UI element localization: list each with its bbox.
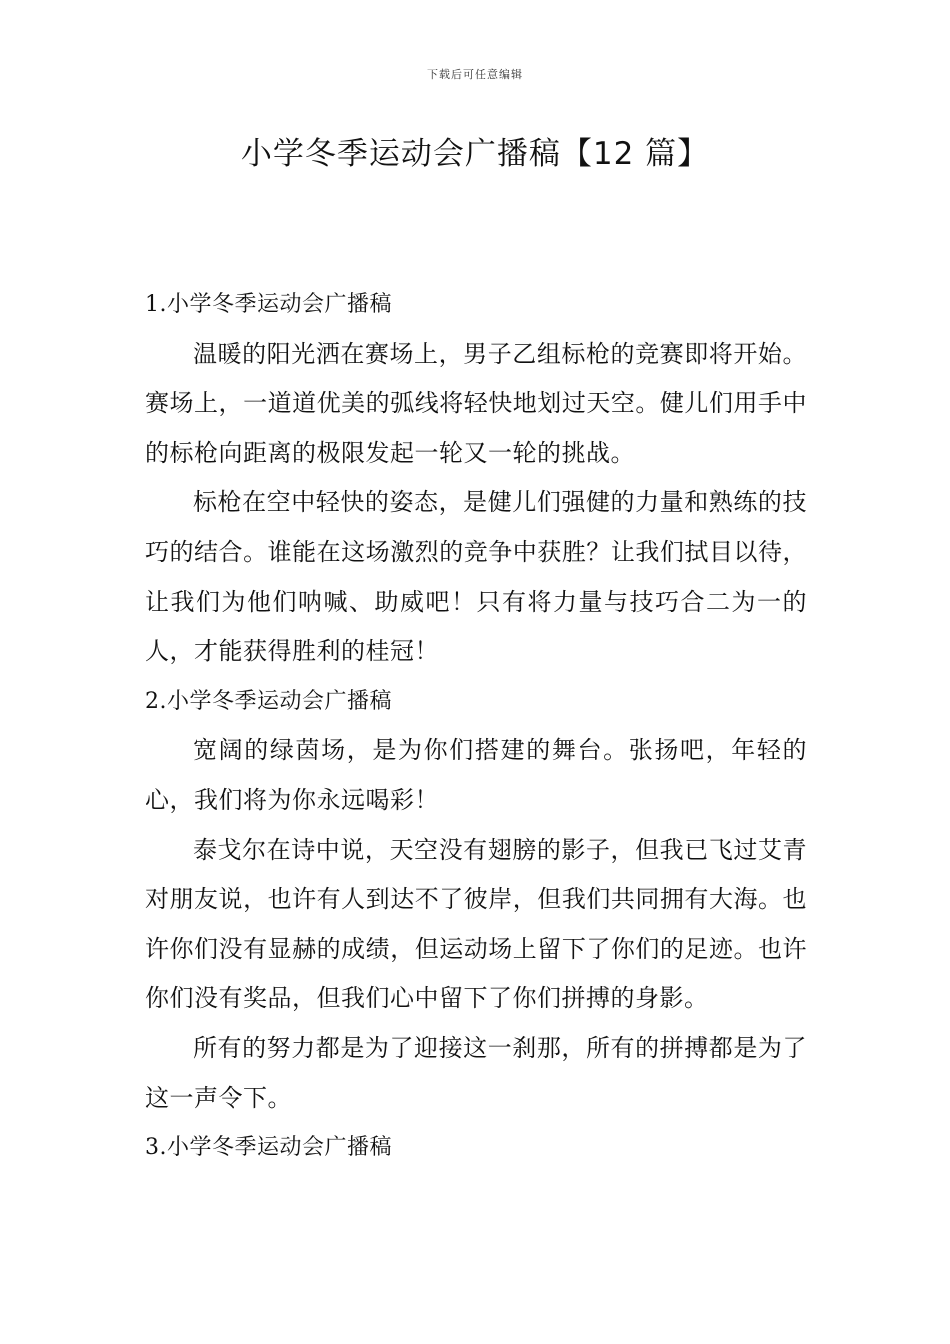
paragraph: 标枪在空中轻快的姿态，是健儿们强健的力量和熟练的技巧的结合。谁能在这场激烈的竞争中获胜？让我们拭目以待，让我们为他们呐喊、助威吧！只有将力量与技巧合二为一的人，才能获得胜利的桂冠！ xyxy=(145,488,807,666)
paragraph: 泰戈尔在诗中说，天空没有翅膀的影子，但我已飞过艾青对朋友说，也许有人到达不了彼岸，但我们共同拥有大海。也许你们没有显赫的成绩，但运动场上留下了你们的足迹。也许你们没有奖品，但我们心中留下了你们拼搏的身影。 xyxy=(145,835,807,1013)
section-heading: 3.小学冬季运动会广播稿 xyxy=(145,1135,392,1161)
document-body xyxy=(145,280,807,1173)
section-1 xyxy=(145,280,807,677)
section-heading: 2.小学冬季运动会广播稿 xyxy=(145,688,392,714)
document-title: 小学冬季运动会广播稿【12 篇】 xyxy=(240,136,710,172)
section-heading: 1.小学冬季运动会广播稿 xyxy=(145,292,392,317)
paragraph: 所有的努力都是为了迎接这一刹那，所有的拼搏都是为了这一声令下。 xyxy=(145,1033,807,1112)
section-2 xyxy=(145,677,807,1123)
section-3 xyxy=(145,1123,807,1173)
header-note: 下载后可任意编辑 xyxy=(427,68,523,81)
paragraph: 温暖的阳光洒在赛场上，男子乙组标枪的竞赛即将开始。赛场上，一道道优美的弧线将轻快地划过天空。健儿们用手中的标枪向距离的极限发起一轮又一轮的挑战。 xyxy=(145,339,807,467)
paragraph: 宽阔的绿茵场，是为你们搭建的舞台。张扬吧，年轻的心，我们将为你永远喝彩！ xyxy=(145,736,807,814)
